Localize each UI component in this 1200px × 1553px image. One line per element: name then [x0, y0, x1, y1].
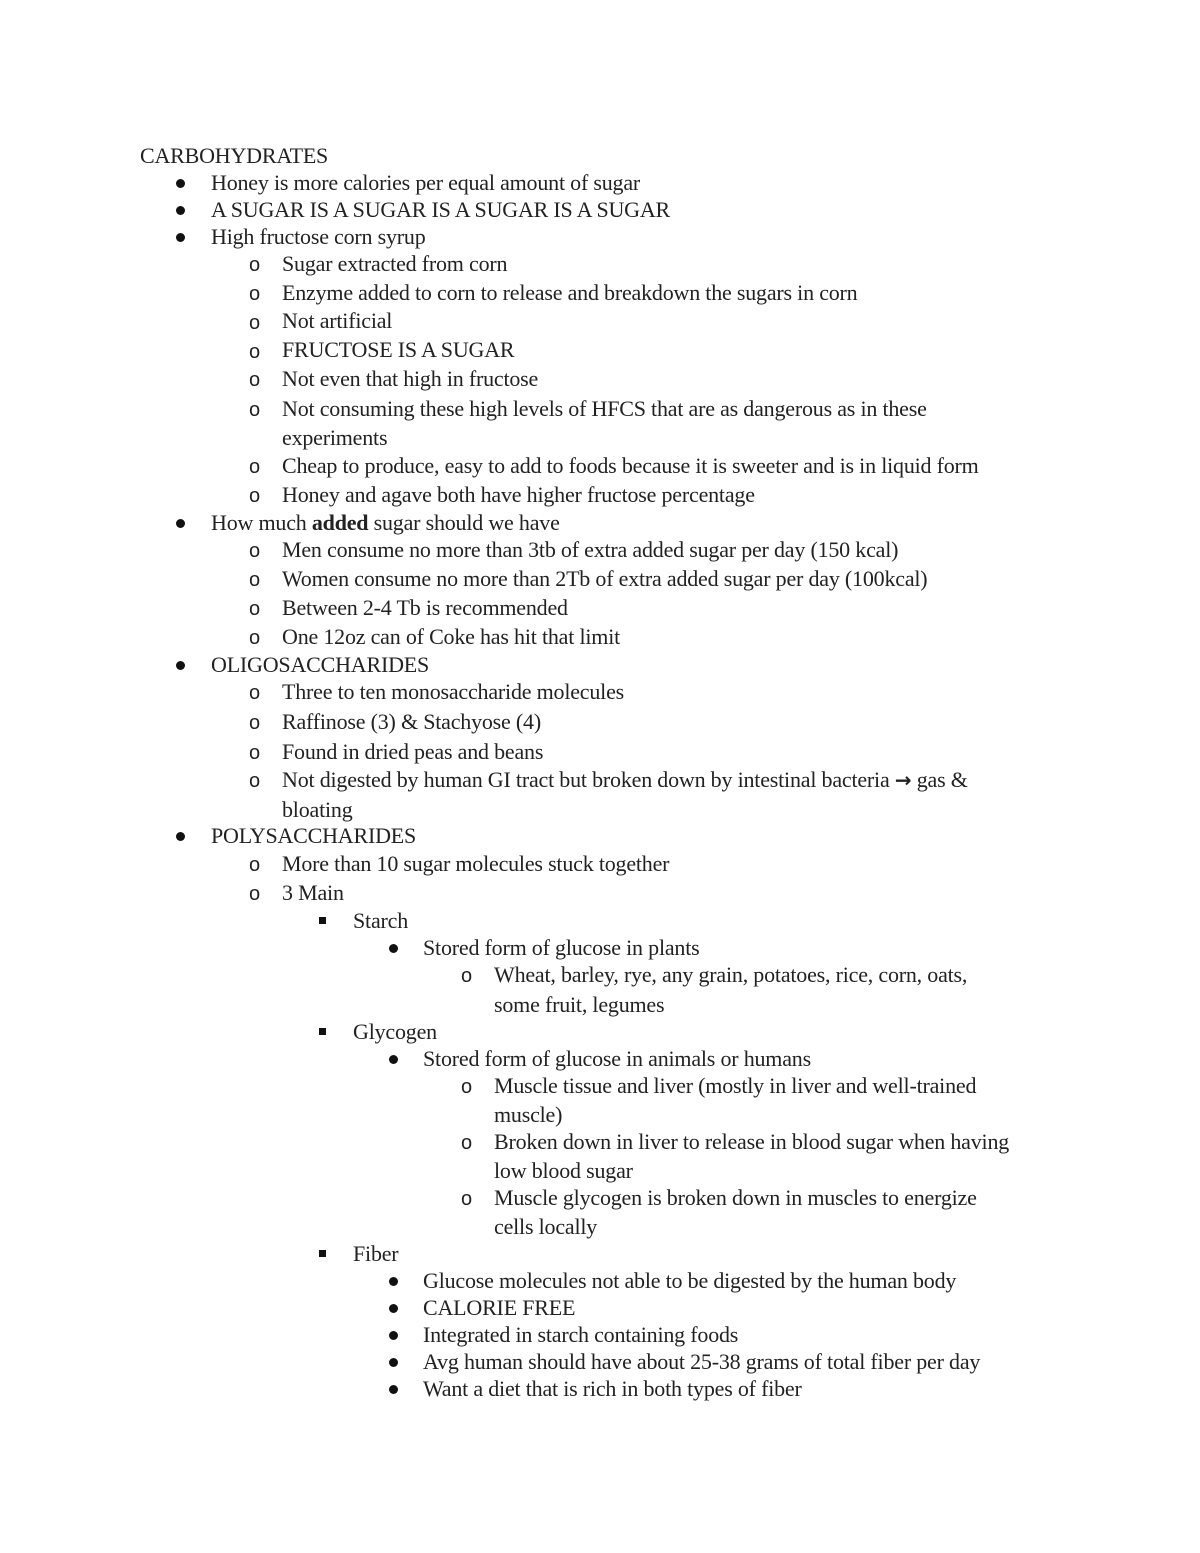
hollow-bullet-icon: o [461, 1188, 473, 1210]
bullet-icon [389, 944, 398, 953]
hollow-bullet-icon: o [249, 341, 261, 363]
hollow-bullet-icon: o [249, 682, 261, 704]
list-item: Broken down in liver to release in blood sugar when having [494, 1129, 1010, 1154]
list-item: Stored form of glucose in animals or humans [423, 1046, 811, 1071]
list-item: Honey and agave both have higher fructose percentage [282, 482, 755, 507]
list-item-continuation: experiments [282, 425, 388, 450]
list-item: Between 2-4 Tb is recommended [282, 595, 568, 620]
bullet-icon [389, 1055, 398, 1064]
list-item-text: gas & [911, 767, 968, 792]
list-item-continuation: cells locally [494, 1214, 598, 1239]
list-item-continuation: bloating [282, 797, 353, 822]
hollow-bullet-icon: o [249, 485, 261, 507]
list-item: CALORIE FREE [423, 1295, 576, 1320]
list-item-continuation: muscle) [494, 1102, 563, 1127]
hollow-bullet-icon: o [249, 712, 261, 734]
bullet-icon [389, 1358, 398, 1367]
hollow-bullet-icon: o [249, 854, 261, 876]
list-item: Fiber [353, 1241, 399, 1266]
hollow-bullet-icon: o [249, 540, 261, 562]
square-bullet-icon [319, 917, 326, 924]
list-item: Want a diet that is rich in both types of fiber [423, 1376, 802, 1401]
list-item: FRUCTOSE IS A SUGAR [282, 337, 515, 362]
hollow-bullet-icon: o [249, 254, 261, 276]
list-item: Stored form of glucose in plants [423, 935, 700, 960]
bullet-icon [389, 1331, 398, 1340]
hollow-bullet-icon: o [461, 1132, 473, 1154]
list-item: Not consuming these high levels of HFCS that are as dangerous as in these [282, 396, 927, 421]
list-item-text: How much [211, 510, 312, 535]
right-arrow-icon: → [894, 768, 912, 792]
list-item: 3 Main [282, 880, 344, 905]
hollow-bullet-icon: o [249, 598, 261, 620]
hollow-bullet-icon: o [461, 965, 473, 987]
hollow-bullet-icon: o [249, 283, 261, 305]
list-item: Men consume no more than 3tb of extra added sugar per day (150 kcal) [282, 537, 899, 562]
bullet-icon [176, 206, 185, 215]
hollow-bullet-icon: o [249, 569, 261, 591]
list-item: Raffinose (3) & Stachyose (4) [282, 709, 541, 734]
emphasis-text: added [311, 510, 369, 535]
list-item: A SUGAR IS A SUGAR IS A SUGAR IS A SUGAR [211, 197, 671, 222]
list-item: Avg human should have about 25-38 grams of total fiber per day [423, 1349, 981, 1374]
bullet-icon [389, 1385, 398, 1394]
list-item: Muscle tissue and liver (mostly in liver and well-trained [494, 1073, 977, 1098]
list-item: Muscle glycogen is broken down in muscles to energize [494, 1185, 977, 1210]
bullet-icon [389, 1304, 398, 1313]
square-bullet-icon [319, 1028, 326, 1035]
list-item: Honey is more calories per equal amount of sugar [211, 170, 641, 195]
hollow-bullet-icon: o [249, 369, 261, 391]
list-item: Not even that high in fructose [282, 366, 539, 391]
document-title: CARBOHYDRATES [140, 143, 329, 168]
list-item [282, 766, 968, 794]
bullet-icon [389, 1277, 398, 1286]
list-item: POLYSACCHARIDES [211, 823, 417, 848]
list-item: Women consume no more than 2Tb of extra added sugar per day (100kcal) [282, 566, 928, 591]
hollow-bullet-icon: o [461, 1076, 473, 1098]
list-item: High fructose corn syrup [211, 224, 426, 249]
list-item: Found in dried peas and beans [282, 739, 544, 764]
hollow-bullet-icon: o [249, 399, 261, 421]
list-item: OLIGOSACCHARIDES [211, 652, 430, 677]
list-item: Glycogen [353, 1019, 437, 1044]
list-item-text: Not digested by human GI tract but broken down by intestinal bacteria [282, 767, 895, 792]
list-item: One 12oz can of Coke has hit that limit [282, 624, 621, 649]
list-item-continuation: some fruit, legumes [494, 992, 665, 1017]
list-item-continuation: low blood sugar [494, 1158, 633, 1183]
list-item: Cheap to produce, easy to add to foods because it is sweeter and is in liquid form [282, 453, 979, 478]
list-item-text: sugar should we have [368, 510, 560, 535]
list-item: Sugar extracted from corn [282, 251, 508, 276]
list-item: Enzyme added to corn to release and breakdown the sugars in corn [282, 280, 858, 305]
square-bullet-icon [319, 1250, 326, 1257]
hollow-bullet-icon: o [249, 627, 261, 649]
hollow-bullet-icon: o [249, 742, 261, 764]
bullet-icon [176, 179, 185, 188]
bullet-icon [176, 832, 185, 841]
list-item: Integrated in starch containing foods [423, 1322, 739, 1347]
hollow-bullet-icon: o [249, 312, 261, 334]
list-item: Not artificial [282, 308, 393, 333]
bullet-icon [176, 661, 185, 670]
bullet-icon [176, 519, 185, 528]
list-item: Starch [353, 908, 409, 933]
bullet-icon [176, 233, 185, 242]
list-item: Glucose molecules not able to be digested by the human body [423, 1268, 957, 1293]
list-item [211, 509, 560, 537]
hollow-bullet-icon: o [249, 883, 261, 905]
hollow-bullet-icon: o [249, 456, 261, 478]
hollow-bullet-icon: o [249, 770, 261, 792]
list-item: Wheat, barley, rye, any grain, potatoes, rice, corn, oats, [494, 962, 968, 987]
list-item: Three to ten monosaccharide molecules [282, 679, 625, 704]
list-item: More than 10 sugar molecules stuck together [282, 851, 670, 876]
